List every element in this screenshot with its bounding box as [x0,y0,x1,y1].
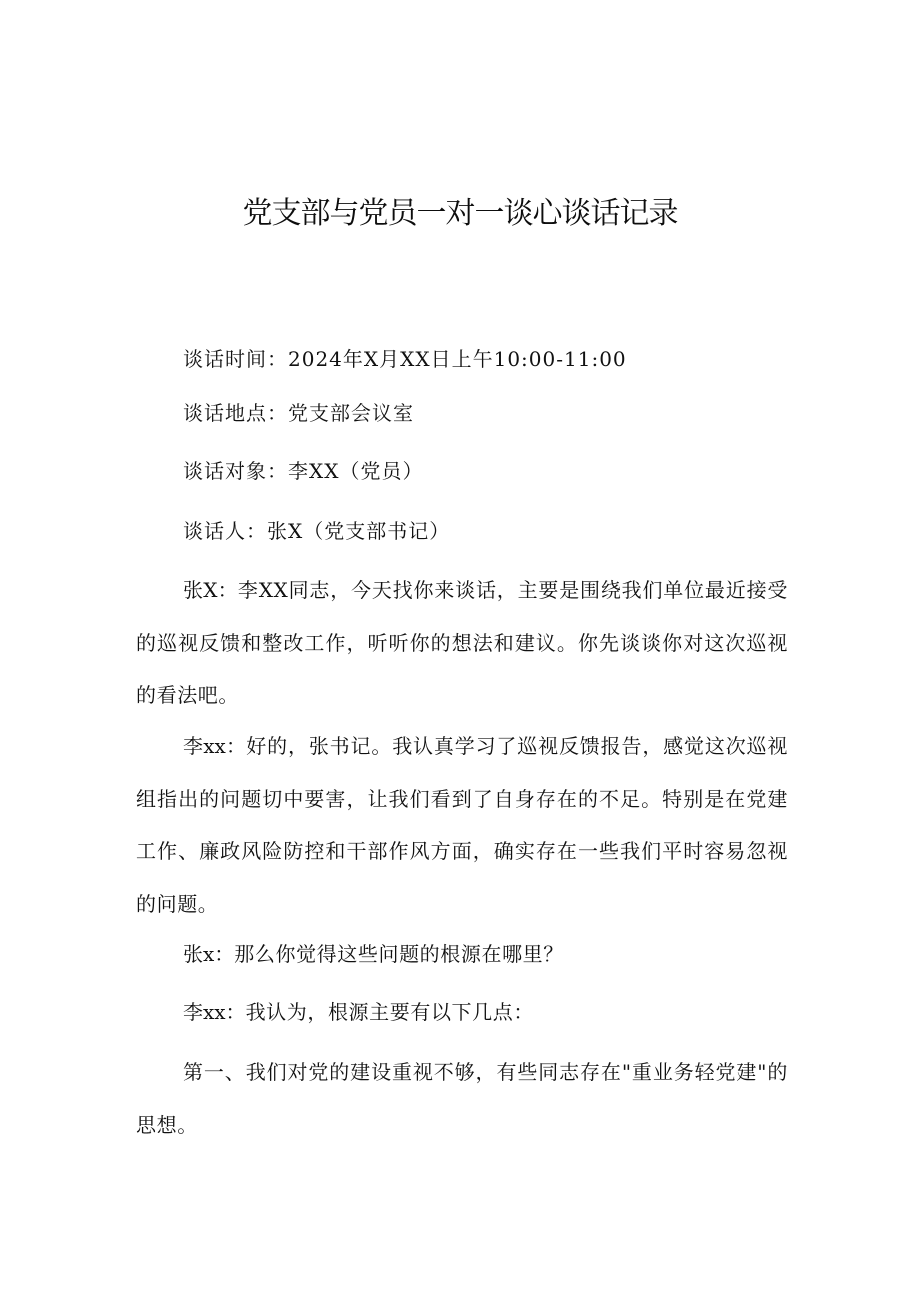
meta-value: 张X（党支部书记） [267,519,451,543]
paragraph-text: 好的，张书记。我认真学习了巡视反馈报告，感觉这次巡视组指出的问题切中要害，让我们看到了自身存在的不足。特别是在党建工作、廉政风险防控和干部作风方面，确实存在一些我们平时容易忽视的问题。 [136,734,788,916]
dialogue-paragraph [136,720,788,930]
meta-label: 谈话地点： [183,401,288,425]
meta-value: 党支部会议室 [288,401,414,425]
dialogue-paragraph [136,564,788,722]
meta-talk-interviewer [183,517,450,545]
meta-label: 谈话人： [183,519,267,543]
dialogue-paragraph [136,986,788,1039]
paragraph-text: 第一、我们对党的建设重视不够，有些同志存在"重业务轻党建"的思想。 [136,1060,788,1137]
speaker-label: 张X： [183,578,238,602]
paragraph-text: 李XX同志，今天找你来谈话，主要是围绕我们单位最近接受的巡视反馈和整改工作，听听你的想法和建议。你先谈谈你对这次巡视的看法吧。 [136,578,788,707]
dialogue-paragraph [136,1046,788,1151]
meta-talk-location [183,399,414,427]
meta-value: 2024年X月XX日上午10:00-11:00 [288,347,627,371]
speaker-label: 张x： [183,942,235,966]
meta-label: 谈话时间： [183,347,288,371]
speaker-label: 李xx： [183,1000,246,1024]
speaker-label: 李xx： [183,734,247,758]
paragraph-text: 那么你觉得这些问题的根源在哪里？ [234,942,564,966]
page-title: 党支部与党员一对一谈心谈话记录 [242,196,678,231]
meta-value: 李XX（党员） [288,459,424,483]
meta-label: 谈话对象： [183,459,288,483]
paragraph-text: 我认为，根源主要有以下几点： [245,1000,534,1024]
meta-talk-time [183,345,627,373]
dialogue-paragraph [136,928,788,981]
meta-talk-subject [183,457,423,485]
